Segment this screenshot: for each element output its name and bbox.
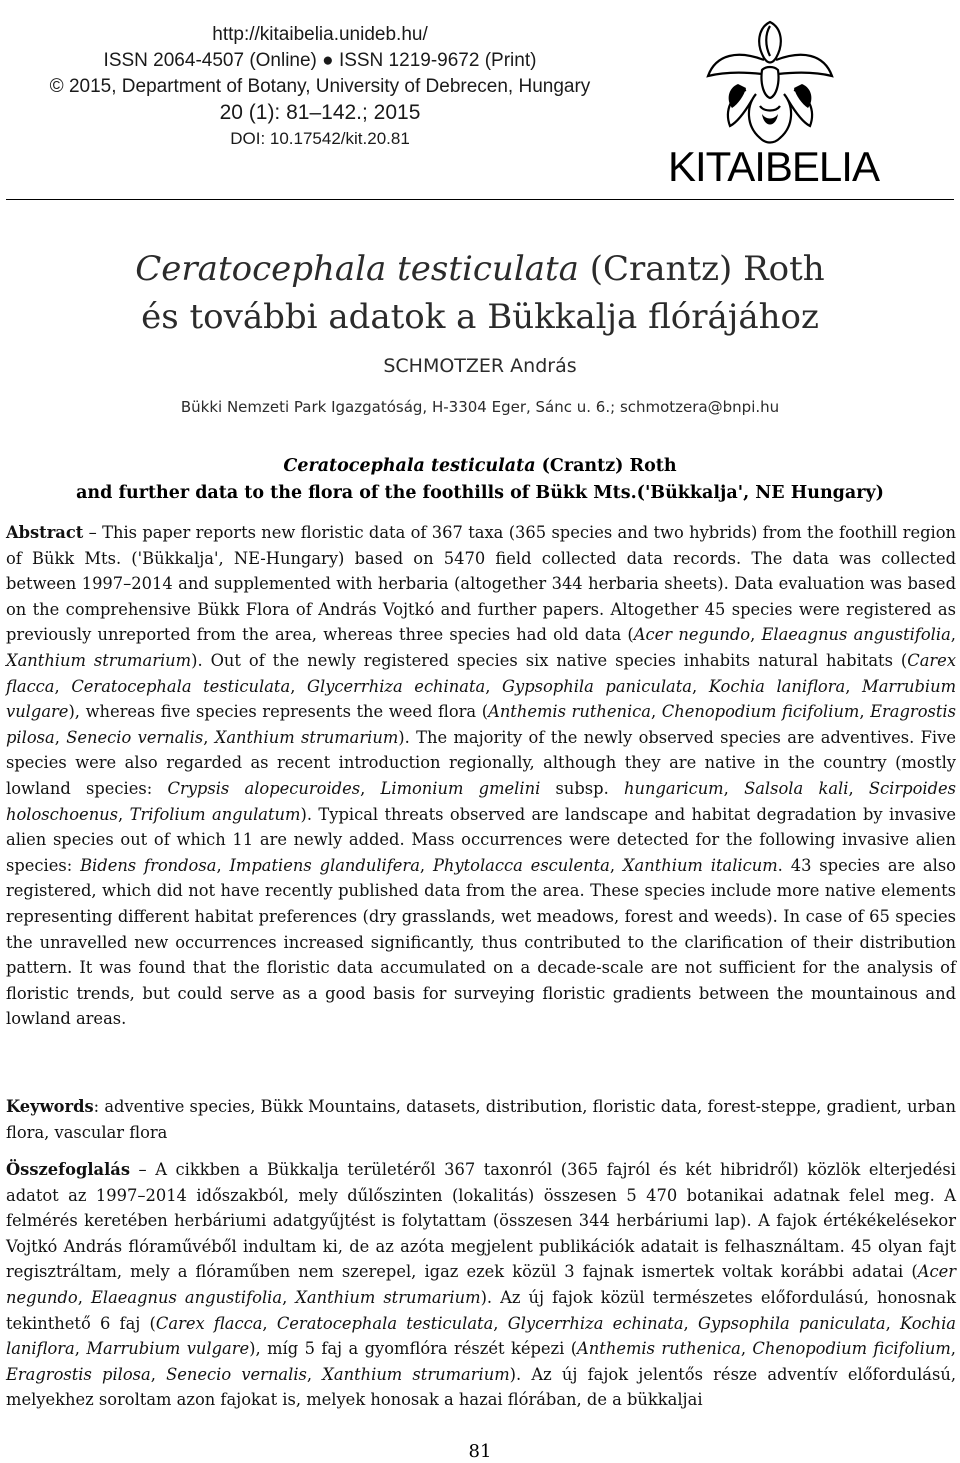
- text-run: ,: [203, 727, 215, 747]
- doi: DOI: 10.17542/kit.20.81: [230, 129, 410, 148]
- species-name: Xanthium strumarium: [6, 650, 192, 670]
- species-name: Xanthium strumarium: [214, 727, 399, 747]
- logo-wordmark: KITAIBELIA: [668, 143, 879, 190]
- osszefoglalas-paragraph: [6, 1157, 956, 1413]
- english-title-species: Ceratocephala testiculata: [283, 456, 536, 476]
- text-run: ). The majority of the newly observed species are adventives. Five species were also regarded as recent introduction regionally, although they are native in the country (mostly lowland species:: [6, 727, 956, 798]
- text-run: ,: [306, 1364, 323, 1384]
- osszefoglalas-label: Összefoglalás: [6, 1160, 131, 1179]
- issn-print: ISSN 1219-9672 (Print): [338, 50, 537, 71]
- text-run: ,: [262, 1313, 277, 1333]
- copyright-icon: ©: [49, 76, 64, 97]
- species-name: Glycerrhiza echinata: [306, 676, 486, 696]
- species-name: Senecio vernalis: [166, 1364, 307, 1384]
- text-run: ). Out of the newly registered species six native species inhabits natural habitats (: [191, 650, 908, 670]
- text-run: ,: [118, 804, 130, 824]
- species-name: Senecio vernalis: [66, 727, 204, 747]
- species-name: Marrubium vulgare: [86, 1339, 250, 1359]
- dash: –: [130, 1160, 156, 1179]
- abstract-paragraph: [6, 520, 956, 1032]
- english-title-line-2: and further data to the flora of the foothills of Bükk Mts.('Bükkalja', NE Hungary): [76, 483, 884, 503]
- text-run: ,: [609, 855, 623, 875]
- species-name: Xanthium italicum: [622, 855, 778, 875]
- volume-info: 20 (1): 81–142.; 2015: [219, 101, 421, 124]
- text-run: ). Az új fajok jelentős része adventív előfordulású, melyekhez soroltam azon fajokat is, melyek honosak a hazai flórában, de a bükkaljai: [6, 1364, 956, 1410]
- text-run: ,: [54, 676, 72, 696]
- species-name: Eragrostis pilosa: [6, 1364, 151, 1384]
- text-run: ,: [692, 676, 709, 696]
- text-run: ,: [859, 702, 871, 722]
- text-run: ,: [360, 778, 381, 798]
- text-run: ,: [885, 1313, 900, 1333]
- text-run: ,: [493, 1313, 508, 1333]
- title-authority: (Crantz) Roth: [578, 249, 825, 289]
- species-name: Phytolacca esculenta: [432, 855, 610, 875]
- orchid-flower-icon: [668, 14, 873, 154]
- text-run: ). Typical threats observed are landscape and habitat degradation by invasive alien species out of which 11 are newly added. Mass occurrences were detected for the following invasive alien species:: [6, 804, 956, 875]
- text-run: ,: [150, 1364, 167, 1384]
- text-run: ,: [950, 625, 956, 645]
- species-name: Salsola kali: [744, 778, 849, 798]
- species-name: Chenopodium ficifolium: [752, 1339, 951, 1359]
- text-run: ,: [282, 1287, 296, 1307]
- species-name: Chenopodium ficifolium: [661, 702, 860, 722]
- text-run: ), whereas five species represents the weed flora (: [68, 702, 489, 722]
- species-name: hungaricum: [624, 778, 724, 798]
- text-run: . 43 species are also registered, which did not have recently published data from the area. These species include more native elements representing different habitat preferences (dry grasslands, wet meadows, forest and weeds). In case of 65 species the unravelled new occurrences increased significantly, thus contributed to the clarification of their distribution pattern. It was found that the floristic data accumulated on a decade-scale are not sufficient for the analysis of floristic trends, but could serve as a good basis for surveying floristic gradients between the mountainous and lowland areas.: [6, 855, 956, 1029]
- copyright-text: 2015, Department of Botany, University of Debrecen, Hungary: [63, 76, 591, 97]
- bullet-icon: ●: [322, 50, 334, 71]
- text-run: ,: [848, 778, 869, 798]
- species-name: Ceratocephala testiculata: [276, 1313, 494, 1333]
- journal-header: [40, 22, 600, 152]
- species-name: Gypsophila paniculata: [502, 676, 693, 696]
- english-title: [0, 453, 960, 507]
- species-name: Bidens frondosa: [80, 855, 217, 875]
- abstract-label: Abstract: [6, 523, 84, 542]
- text-run: ,: [485, 676, 502, 696]
- title-species: Ceratocephala testiculata: [135, 249, 579, 289]
- species-name: Limonium gmelini: [380, 778, 541, 798]
- species-name: Xanthium strumarium: [322, 1364, 510, 1384]
- species-name: Anthemis ruthenica: [488, 702, 652, 722]
- species-name: Gypsophila paniculata: [697, 1313, 886, 1333]
- keywords-paragraph: [6, 1094, 956, 1145]
- species-name: Ceratocephala testiculata: [71, 676, 291, 696]
- species-name: Elaeagnus angustifolia: [761, 625, 951, 645]
- english-title-line-1: [0, 453, 960, 480]
- header-divider: [6, 199, 954, 200]
- species-name: Trifolium angulatum: [129, 804, 301, 824]
- author-name: [0, 355, 960, 377]
- species-name: Acer negundo: [6, 1262, 956, 1307]
- species-name: Kochia laniflora: [708, 676, 846, 696]
- text-run: ,: [74, 1339, 87, 1359]
- text-run: ,: [950, 1339, 956, 1359]
- species-name: Marrubium vulgare: [6, 676, 957, 722]
- text-run: ,: [651, 702, 662, 722]
- text-run: ,: [750, 625, 762, 645]
- species-name: Elaeagnus angustifolia: [90, 1287, 283, 1307]
- species-name: Glycerrhiza echinata: [507, 1313, 684, 1333]
- text-run: ,: [54, 727, 67, 747]
- text-run: ,: [77, 1287, 91, 1307]
- text-run: ,: [723, 778, 745, 798]
- keywords-label: Keywords: [6, 1097, 94, 1116]
- text-run: ,: [740, 1339, 753, 1359]
- text-run: ,: [216, 855, 230, 875]
- text-run: A cikkben a Bükkalja területéről 367 taxonról (365 fajról és két hibridről) közlök elterjedési adatot az 1997–2014 időszakból, mely dűlőszinten (lokalitás) összesen 5 470 botanikai adatnak felel meg. A felmérés keretében herbáriumi adatgyűjtést is folytattam (összesen 344 herbáriumi lap). A fajok értékékelésekor Vojtkó András flóraművéből indultam ki, de az azóta megjelent publikációk adatait is felhasználtam. 45 olyan fajt regisztráltam, mely a flóraműben nem szerepel, igaz ezek közül 3 fajnak ismertek voltak korábbi adatai (: [6, 1160, 956, 1282]
- species-name: Anthemis ruthenica: [577, 1339, 741, 1359]
- title-line-1: [0, 245, 960, 293]
- issn-line: [40, 48, 600, 74]
- species-name: Crypsis alopecuroides: [167, 778, 361, 798]
- title-line-2: és további adatok a Bükkalja flórájához: [141, 297, 819, 337]
- species-name: Carex flacca: [155, 1313, 263, 1333]
- page-number: 81: [468, 1441, 492, 1462]
- species-name: Eragrostis pilosa: [6, 702, 956, 747]
- text-run: ,: [419, 855, 433, 875]
- text-run: subsp.: [540, 778, 624, 798]
- species-name: Kochia laniflora: [6, 1313, 957, 1359]
- article-title: [0, 245, 960, 341]
- text-run: ,: [845, 676, 863, 696]
- english-title-authority: (Crantz) Roth: [535, 456, 677, 476]
- journal-url[interactable]: http://kitaibelia.unideb.hu/: [212, 24, 428, 45]
- author-given-name: András: [504, 355, 577, 377]
- kitaibelia-logo: [668, 14, 879, 190]
- species-name: Impatiens glandulifera: [229, 855, 420, 875]
- dash: –: [83, 523, 103, 542]
- text-run: ), míg 5 faj a gyomflóra részét képezi (: [249, 1339, 578, 1359]
- species-name: Xanthium strumarium: [295, 1287, 481, 1307]
- text-run: ,: [290, 676, 307, 696]
- text-run: ). Az új fajok közül természetes előfordulású, honosnak tekinthető 6 faj (: [6, 1287, 956, 1333]
- species-name: Scirpoides holoschoenus: [6, 778, 956, 824]
- text-run: ,: [683, 1313, 698, 1333]
- keywords-text: : adventive species, Bükk Mountains, datasets, distribution, floristic data, forest-steppe, gradient, urban flora, vascular flora: [6, 1097, 956, 1142]
- species-name: Carex flacca: [6, 650, 956, 696]
- author-affiliation: Bükki Nemzeti Park Igazgatóság, H-3304 Eger, Sánc u. 6.; schmotzera@bnpi.hu: [180, 398, 780, 416]
- copyright-line: [40, 74, 600, 100]
- issn-online: ISSN 2064-4507 (Online): [103, 50, 317, 71]
- text-run: This paper reports new floristic data of 367 taxa (365 species and two hybrids) from the foothill region of Bükk Mts. ('Bükkalja', NE-Hungary) based on 5470 field collected data records. The data was collected between 1997–2014 and supplemented with herbaria (altogether 344 herbaria sheets). Data evaluation was based on the comprehensive Bükk Flora of András Vojtkó and further papers. Altogether 45 species were registered as previously unreported from the area, whereas three species had old data (: [6, 523, 957, 645]
- species-name: Acer negundo: [633, 625, 751, 645]
- author-surname: SCHMOTZER: [383, 355, 505, 377]
